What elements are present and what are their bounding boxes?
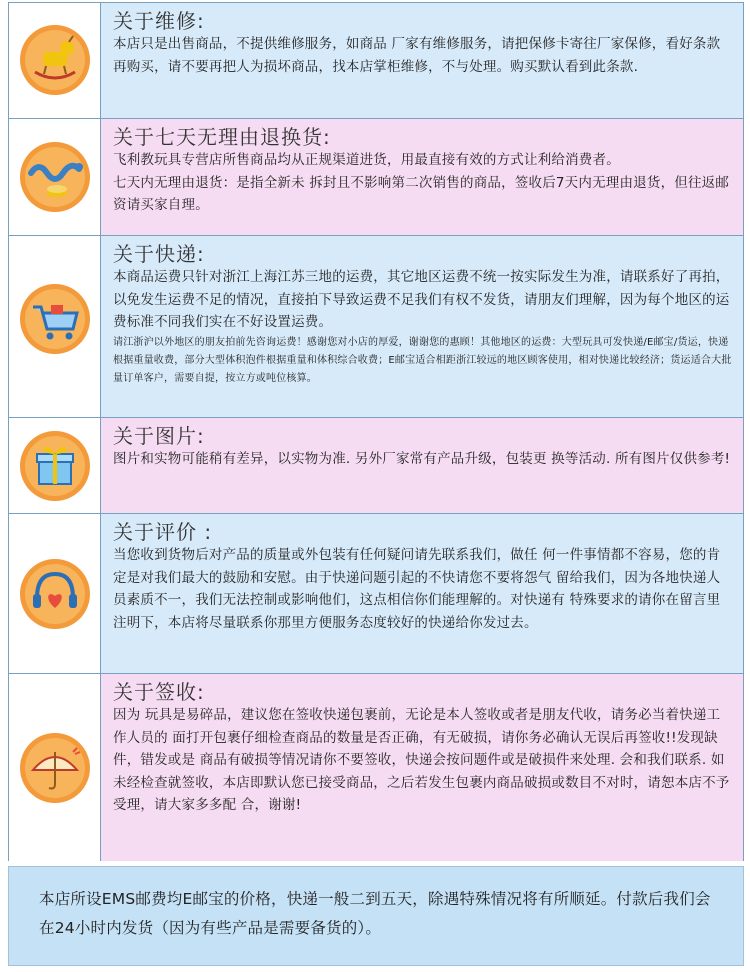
shopping-cart-icon	[17, 281, 93, 357]
section-body: 图片和实物可能稍有差异，以实物为准. 另外厂家常有产品升级，包装更 换等活动. 所有图片仅供参考!	[113, 451, 731, 467]
footer-text: 本店所设EMS邮费均E邮宝的价格，快递一般二到五天，除遇特殊情况将有所顺延。付款后我们会在24小时内发货（因为有些产品是需要备货的）。	[39, 890, 711, 937]
section-title: 关于维修:	[113, 9, 205, 33]
section-returns	[9, 119, 743, 236]
section-body: 因为 玩具是易碎品，建议您在签收快递包裹前，无论是本人签收或者是朋友代收，请务必当着快递工作人员的 面打开包裹仔细检查商品的数量是否正确，有无破损，请你务必确认无误后再签收!!发现缺件，错发或是 商品有破损等情况请你不要签收，快递会按问题件或是破损件来处理. 会和我们联系. 如未经检查就签收，本店即默认您已接受商品，之后若发生包裹内商品破损或数目不对时，请恕本店不予受理，请大家多多配 合，谢谢!	[113, 707, 730, 813]
section-icon-cell	[9, 418, 101, 513]
section-icon-cell	[9, 514, 101, 673]
section-body: 本店只是出售商品，不提供维修服务，如商品 厂家有维修服务，请把保修卡寄往厂家保修，看好条款再购买，请不要再把人为损坏商品，找本店掌柜维修，不与处理。购买默认看到此条款.	[113, 36, 721, 75]
toy-snake-icon	[17, 139, 93, 215]
section-title: 关于图片:	[113, 424, 205, 448]
section-reviews	[9, 514, 743, 674]
section-icon-cell	[9, 3, 101, 118]
shipping-footer-note	[8, 866, 744, 966]
section-pictures	[9, 418, 743, 514]
section-body: 本商品运费只针对浙江上海江苏三地的运费，其它地区运费不统一按实际发生为准，请联系好了再拍，以免发生运费不足的情况，直接拍下导致运费不足我们有权不发货，请朋友们理解，因为每个地区的运费标准不同我们实在不好设置运费。	[113, 269, 730, 330]
section-title: 关于签收:	[113, 680, 205, 704]
headset-heart-icon	[17, 556, 93, 632]
section-icon-cell	[9, 674, 101, 861]
section-title: 关于快递:	[113, 242, 205, 266]
section-delivery	[9, 236, 743, 418]
section-small-note: 请江浙沪以外地区的朋友拍前先咨询运费！感谢您对小店的厚爱，谢谢您的惠顾！其他地区的运费：大型玩具可发快递/E邮宝/货运，快递根据重量收费，部分大型体积泡件根据重量和体积综合收费；E邮宝适合相距浙江较远的地区顾客使用，相对快递比较经济；货运适合大批量订单客户，需要自提，按立方或吨位核算。	[113, 336, 732, 384]
policy-table	[8, 2, 744, 861]
section-icon-cell	[9, 119, 101, 235]
section-body: 当您收到货物后对产品的质量或外包装有任何疑问请先联系我们，做任 何一件事情都不容易，您的肯定是对我们最大的鼓励和安慰。由于快递问题引起的不快请您不要将怨气 留给我们，因为各地快递人员素质不一，我们无法控制或影响他们，这点相信你们能理解的。对快递有 特殊要求的请你在留言里注明下，本店将尽量联系你那里方便服务态度较好的快递给你发过去。	[113, 547, 721, 631]
section-repair	[9, 3, 743, 119]
section-icon-cell	[9, 236, 101, 417]
section-title: 关于评价 :	[113, 520, 213, 544]
umbrella-icon	[17, 730, 93, 806]
rocking-horse-icon	[17, 22, 93, 98]
section-body: 飞利教玩具专营店所售商品均从正规渠道进货，用最直接有效的方式让利给消费者。 七天内无理由退货：是指全新未 拆封且不影响第二次销售的商品，签收后7天内无理由退货，但往返邮资请买家自理。	[113, 152, 730, 213]
gift-box-icon	[17, 428, 93, 504]
section-signing	[9, 674, 743, 861]
section-title: 关于七天无理由退换货:	[113, 125, 331, 149]
